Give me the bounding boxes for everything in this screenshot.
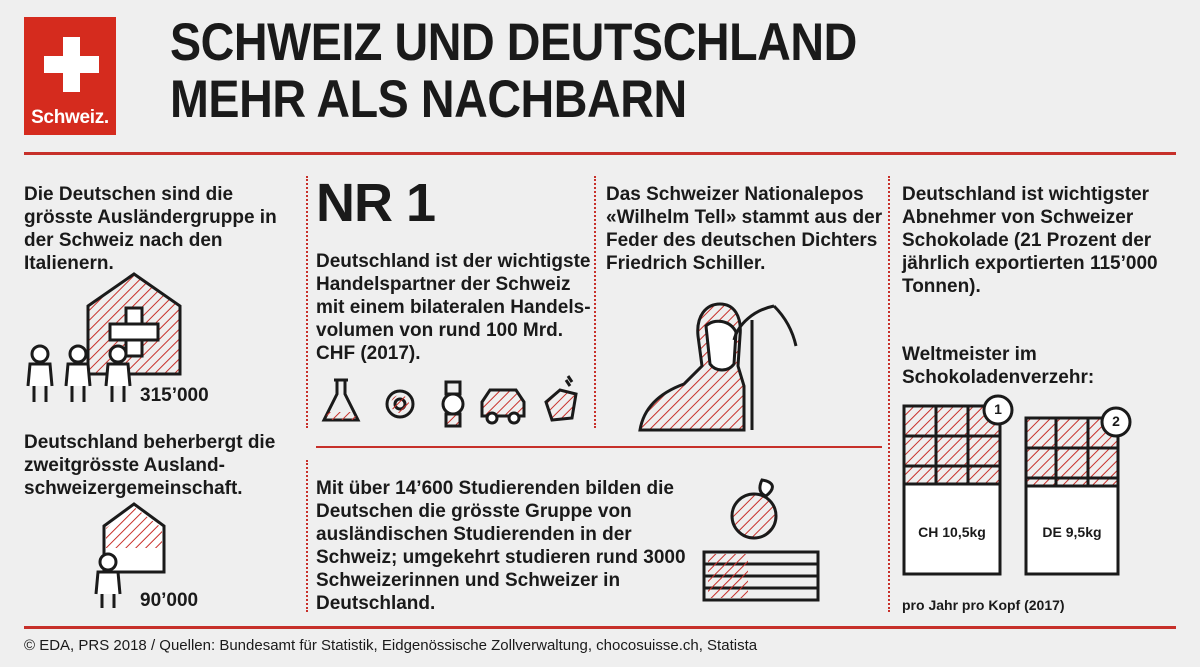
footer-divider — [24, 626, 1176, 629]
logo-brand: Schweiz. — [31, 107, 109, 128]
swiss-abroad-count: 90’000 — [140, 590, 199, 611]
people-icon — [28, 346, 130, 402]
bar-label-de: DE 9,5kg — [1042, 524, 1102, 540]
person-icon — [96, 554, 120, 608]
swiss-logo — [24, 17, 116, 135]
middle-divider — [316, 446, 882, 448]
wilhelm-tell-text: Das Schweizer Nationalepos «Wilhelm Tell» stammt aus der Feder des deutschen Dichters Friedrich Schiller. — [606, 184, 883, 274]
expat-germans-text: Die Deutschen sind die grösste Ausländergruppe in der Schweiz nach den Italienern. — [24, 184, 277, 274]
books-icon — [704, 552, 818, 600]
gear-icon — [387, 391, 413, 417]
gem-icon — [546, 376, 576, 420]
wilhelm-tell-illustration — [634, 296, 804, 436]
page-title — [170, 14, 857, 128]
title-line-2: MEHR ALS NACHBARN — [170, 70, 687, 129]
rank-1-label: 1 — [994, 401, 1002, 417]
trade-partner-text: Deutschland ist der wichtigste Handelspartner der Schweiz mit einem bilateralen Handels-volumen von rund 100 Mrd. CHF (2017). — [316, 251, 591, 364]
expat-germans-count: 315’000 — [140, 385, 209, 406]
apple-books-illustration — [700, 470, 850, 610]
footer-sources: © EDA, PRS 2018 / Quellen: Bundesamt für Statistik, Eidgenössische Zollverwaltung, chocosuisse.ch, Statista — [24, 637, 758, 654]
trade-icons — [320, 372, 590, 432]
column-divider-3 — [888, 176, 890, 612]
rank-2-label: 2 — [1112, 413, 1120, 429]
swiss-abroad-text: Deutschland beherbergt die zweitgrösste Ausland-schweizergemeinschaft. — [24, 432, 276, 499]
bar-label-ch: CH 10,5kg — [918, 524, 986, 540]
flask-icon — [324, 380, 358, 420]
column-divider-1 — [306, 176, 308, 428]
car-icon — [482, 390, 524, 423]
nr1-headline: NR 1 — [316, 173, 436, 233]
swiss-cross-bar — [44, 56, 99, 73]
watch-icon — [443, 382, 463, 426]
chocolate-bar-de — [1026, 408, 1130, 574]
chocolate-bars-chart — [896, 394, 1186, 584]
chocolate-bar-ch — [904, 396, 1012, 574]
title-line-1: SCHWEIZ UND DEUTSCHLAND — [170, 13, 857, 72]
chocolate-export-text: Deutschland ist wichtigster Abnehmer von Schweizer Schokolade (21 Prozent der jährlich exportierten 115’000 Tonnen). — [902, 184, 1158, 297]
chart-caption: pro Jahr pro Kopf (2017) — [902, 597, 1065, 613]
chocolate-subhead: Weltmeister im Schokoladenverzehr: — [902, 344, 1095, 388]
column-divider-4 — [306, 460, 308, 612]
students-text: Mit über 14’600 Studierenden bilden die Deutschen die grösste Gruppe von ausländischen Studierenden in der Schweiz; umgekehrt studieren rund 3000 Schweizerinnen und Schweizer in Deutschland. — [316, 478, 686, 614]
apple-icon — [732, 480, 776, 538]
header-divider — [24, 152, 1176, 155]
